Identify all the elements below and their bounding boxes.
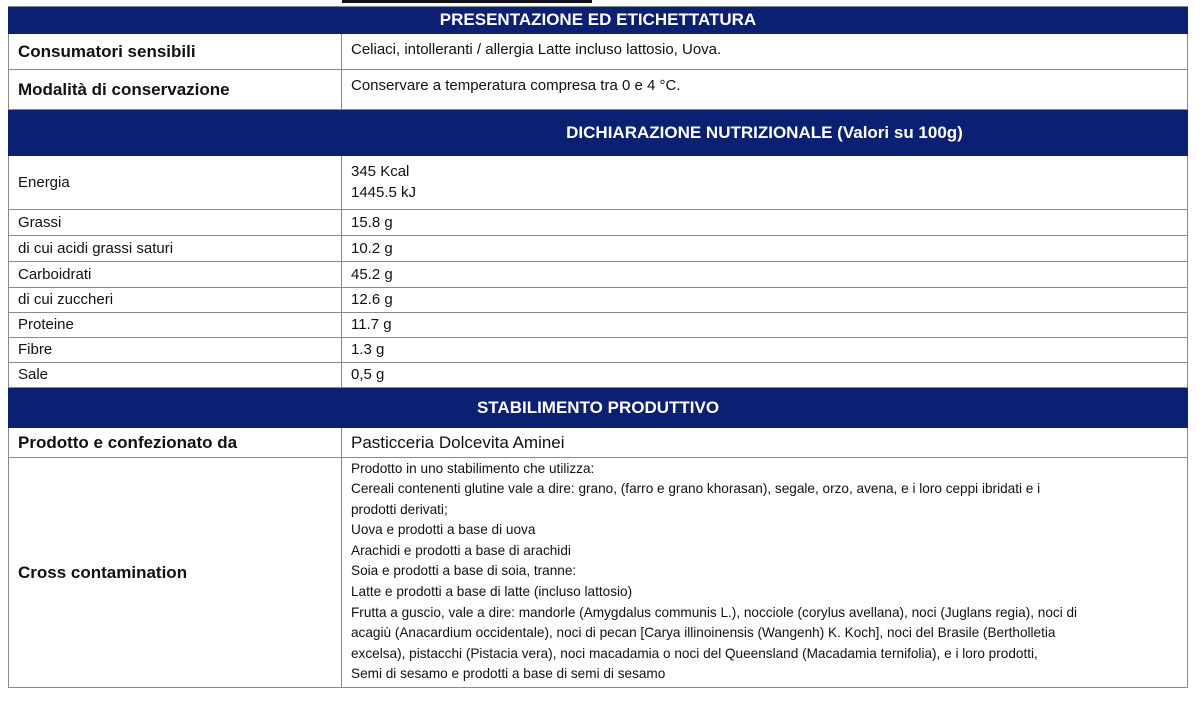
energy-kj: 1445.5 kJ bbox=[351, 184, 417, 201]
cross-line: Prodotto in uno stabilimento che utilizza: bbox=[351, 460, 595, 476]
cross-line: Uova e prodotti a base di uova bbox=[351, 522, 536, 538]
row-storage bbox=[9, 69, 1188, 109]
section-header-nutrition: DICHIARAZIONE NUTRIZIONALE (Valori su 100g) bbox=[342, 109, 1188, 155]
nutrition-row-protein bbox=[9, 312, 1188, 337]
nutrition-label: di cui acidi grassi saturi bbox=[9, 235, 342, 261]
cross-line: Semi di sesamo e prodotti a base di semi di sesamo bbox=[351, 666, 666, 682]
product-spec-sheet bbox=[8, 0, 1187, 708]
nutrition-value: 1.3 g bbox=[342, 337, 1188, 362]
cross-value bbox=[342, 457, 1188, 688]
producer-label: Prodotto e confezionato da bbox=[9, 427, 342, 457]
nutrition-label: Grassi bbox=[9, 209, 342, 235]
nutrition-label: Energia bbox=[9, 155, 342, 209]
section-header-plant: STABILIMENTO PRODUTTIVO bbox=[9, 387, 1188, 427]
nutrition-label: di cui zuccheri bbox=[9, 287, 342, 312]
nutrition-row-fat bbox=[9, 209, 1188, 235]
nutrition-value: 0,5 g bbox=[342, 362, 1188, 387]
cross-line: Latte e prodotti a base di latte (incluso lattosio) bbox=[351, 584, 633, 600]
cross-line: Cereali contenenti glutine vale a dire: grano, (farro e grano khorasan), segale, orzo, avena, e i loro ceppi ibridati e i bbox=[351, 481, 1041, 497]
row-cross-contamination bbox=[9, 457, 1188, 688]
cross-line: acagiù (Anacardium occidentale), noci di pecan [Carya illinoinensis (Wangenh) K. Koch], noci del Brasile (Bertholletia bbox=[351, 625, 1056, 641]
nutrition-label: Proteine bbox=[9, 312, 342, 337]
nutrition-value: 10.2 g bbox=[342, 235, 1188, 261]
cross-line: Frutta a guscio, vale a dire: mandorle (Amygdalus communis L.), nocciole (corylus avellana), noci (Juglans regia), noci di bbox=[351, 604, 1078, 620]
nutrition-value: 15.8 g bbox=[342, 209, 1188, 235]
spec-table bbox=[8, 0, 1188, 688]
row-sensitive-consumers bbox=[9, 33, 1188, 69]
section-header-presentation: PRESENTAZIONE ED ETICHETTATURA bbox=[9, 6, 1188, 33]
nutrition-row-salt bbox=[9, 362, 1188, 387]
cross-label: Cross contamination bbox=[9, 457, 342, 688]
nutrition-label: Fibre bbox=[9, 337, 342, 362]
cross-line: excelsa), pistacchi (Pistacia vera), noci macadamia o noci del Queensland (Macadamia ternifolia), e i loro prodotti, bbox=[351, 645, 1038, 661]
nutrition-row-carbs bbox=[9, 261, 1188, 287]
nutrition-row-energy bbox=[9, 155, 1188, 209]
nutrition-row-sugars bbox=[9, 287, 1188, 312]
sensitive-label: Consumatori sensibili bbox=[9, 33, 342, 69]
cross-line: Arachidi e prodotti a base di arachidi bbox=[351, 542, 571, 558]
cropped-cell-right bbox=[342, 0, 1188, 6]
nutrition-row-saturated bbox=[9, 235, 1188, 261]
storage-value: Conservare a temperatura compresa tra 0 e 4 °C. bbox=[342, 69, 1188, 109]
storage-label: Modalità di conservazione bbox=[9, 69, 342, 109]
producer-value: Pasticceria Dolcevita Aminei bbox=[342, 427, 1188, 457]
nutrition-row-fibre bbox=[9, 337, 1188, 362]
nutrition-value: 11.7 g bbox=[342, 312, 1188, 337]
nutrition-header-blank bbox=[9, 109, 342, 155]
nutrition-value: 45.2 g bbox=[342, 261, 1188, 287]
cross-line: prodotti derivati; bbox=[351, 501, 448, 517]
cross-line: Soia e prodotti a base di soia, tranne: bbox=[351, 563, 577, 579]
nutrition-value: 12.6 g bbox=[342, 287, 1188, 312]
nutrition-label: Sale bbox=[9, 362, 342, 387]
sensitive-value: Celiaci, intolleranti / allergia Latte incluso lattosio, Uova. bbox=[342, 33, 1188, 69]
nutrition-label: Carboidrati bbox=[9, 261, 342, 287]
row-producer bbox=[9, 427, 1188, 457]
energy-kcal: 345 Kcal bbox=[351, 163, 410, 180]
nutrition-value bbox=[342, 155, 1188, 209]
